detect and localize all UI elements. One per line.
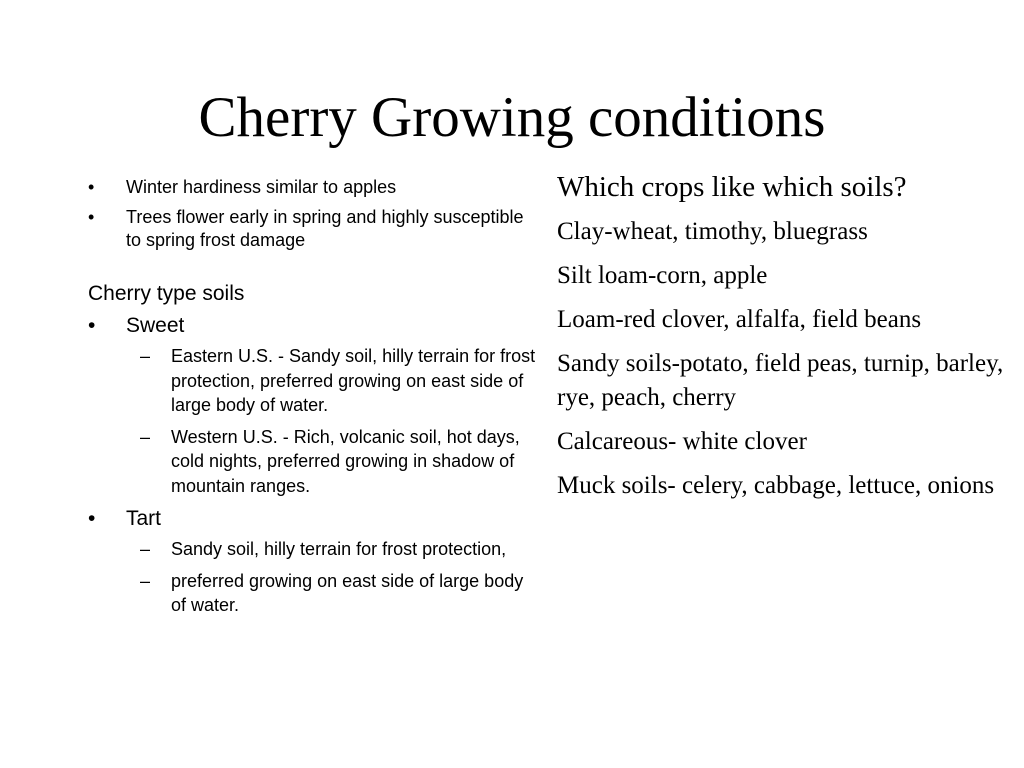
sub-item (88, 425, 538, 499)
bullet-icon: • (88, 177, 95, 197)
bullet-text: Winter hardiness similar to apples (126, 177, 397, 197)
bullet-text: Trees flower early in spring and highly susceptible to spring frost damage (126, 207, 524, 250)
soils-heading: Cherry type soils (88, 282, 245, 305)
sub-text: Sandy soil, hilly terrain for frost protection, (171, 539, 507, 559)
sub-item (88, 344, 538, 418)
crop-soil-item: Muck soils- celery, cabbage, lettuce, onions (557, 472, 995, 499)
crop-soil-item: Calcareous- white clover (557, 428, 807, 455)
crop-soil-item: Sandy soils-potato, field peas, turnip, barley, rye, peach, cherry (557, 350, 1004, 411)
bullet-item-sweet (88, 312, 538, 340)
right-column (557, 170, 1007, 513)
sub-text: Eastern U.S. - Sandy soil, hilly terrain for frost protection, preferred growing on east side of large body of water. (171, 346, 536, 415)
crop-soil-item: Silt loam-corn, apple (557, 262, 768, 289)
dash-icon: – (140, 570, 151, 591)
dash-icon: – (140, 346, 151, 366)
sub-item (88, 537, 538, 562)
left-column (88, 176, 538, 625)
sub-text: Western U.S. - Rich, volcanic soil, hot days, cold nights, preferred growing in shadow of mountain ranges. (171, 426, 520, 496)
bullet-icon: • (88, 507, 96, 530)
bullet-item-tart (88, 505, 538, 533)
dash-icon: – (140, 539, 151, 559)
crop-soil-item: Clay-wheat, timothy, bluegrass (557, 218, 868, 245)
crop-soil-item: Loam-red clover, alfalfa, field beans (557, 306, 922, 333)
bullet-icon: • (88, 207, 95, 227)
crops-heading: Which crops like which soils? (557, 171, 907, 203)
bullet-item (88, 176, 538, 199)
bullet-item (88, 206, 538, 252)
sub-item (88, 569, 538, 618)
slide-title: Cherry Growing conditions (198, 86, 826, 149)
dash-icon: – (140, 426, 151, 447)
bullet-text: Tart (126, 507, 162, 530)
bullet-icon: • (88, 314, 96, 337)
bullet-text: Sweet (126, 314, 185, 337)
sub-text: preferred growing on east side of large body of water. (171, 570, 524, 615)
